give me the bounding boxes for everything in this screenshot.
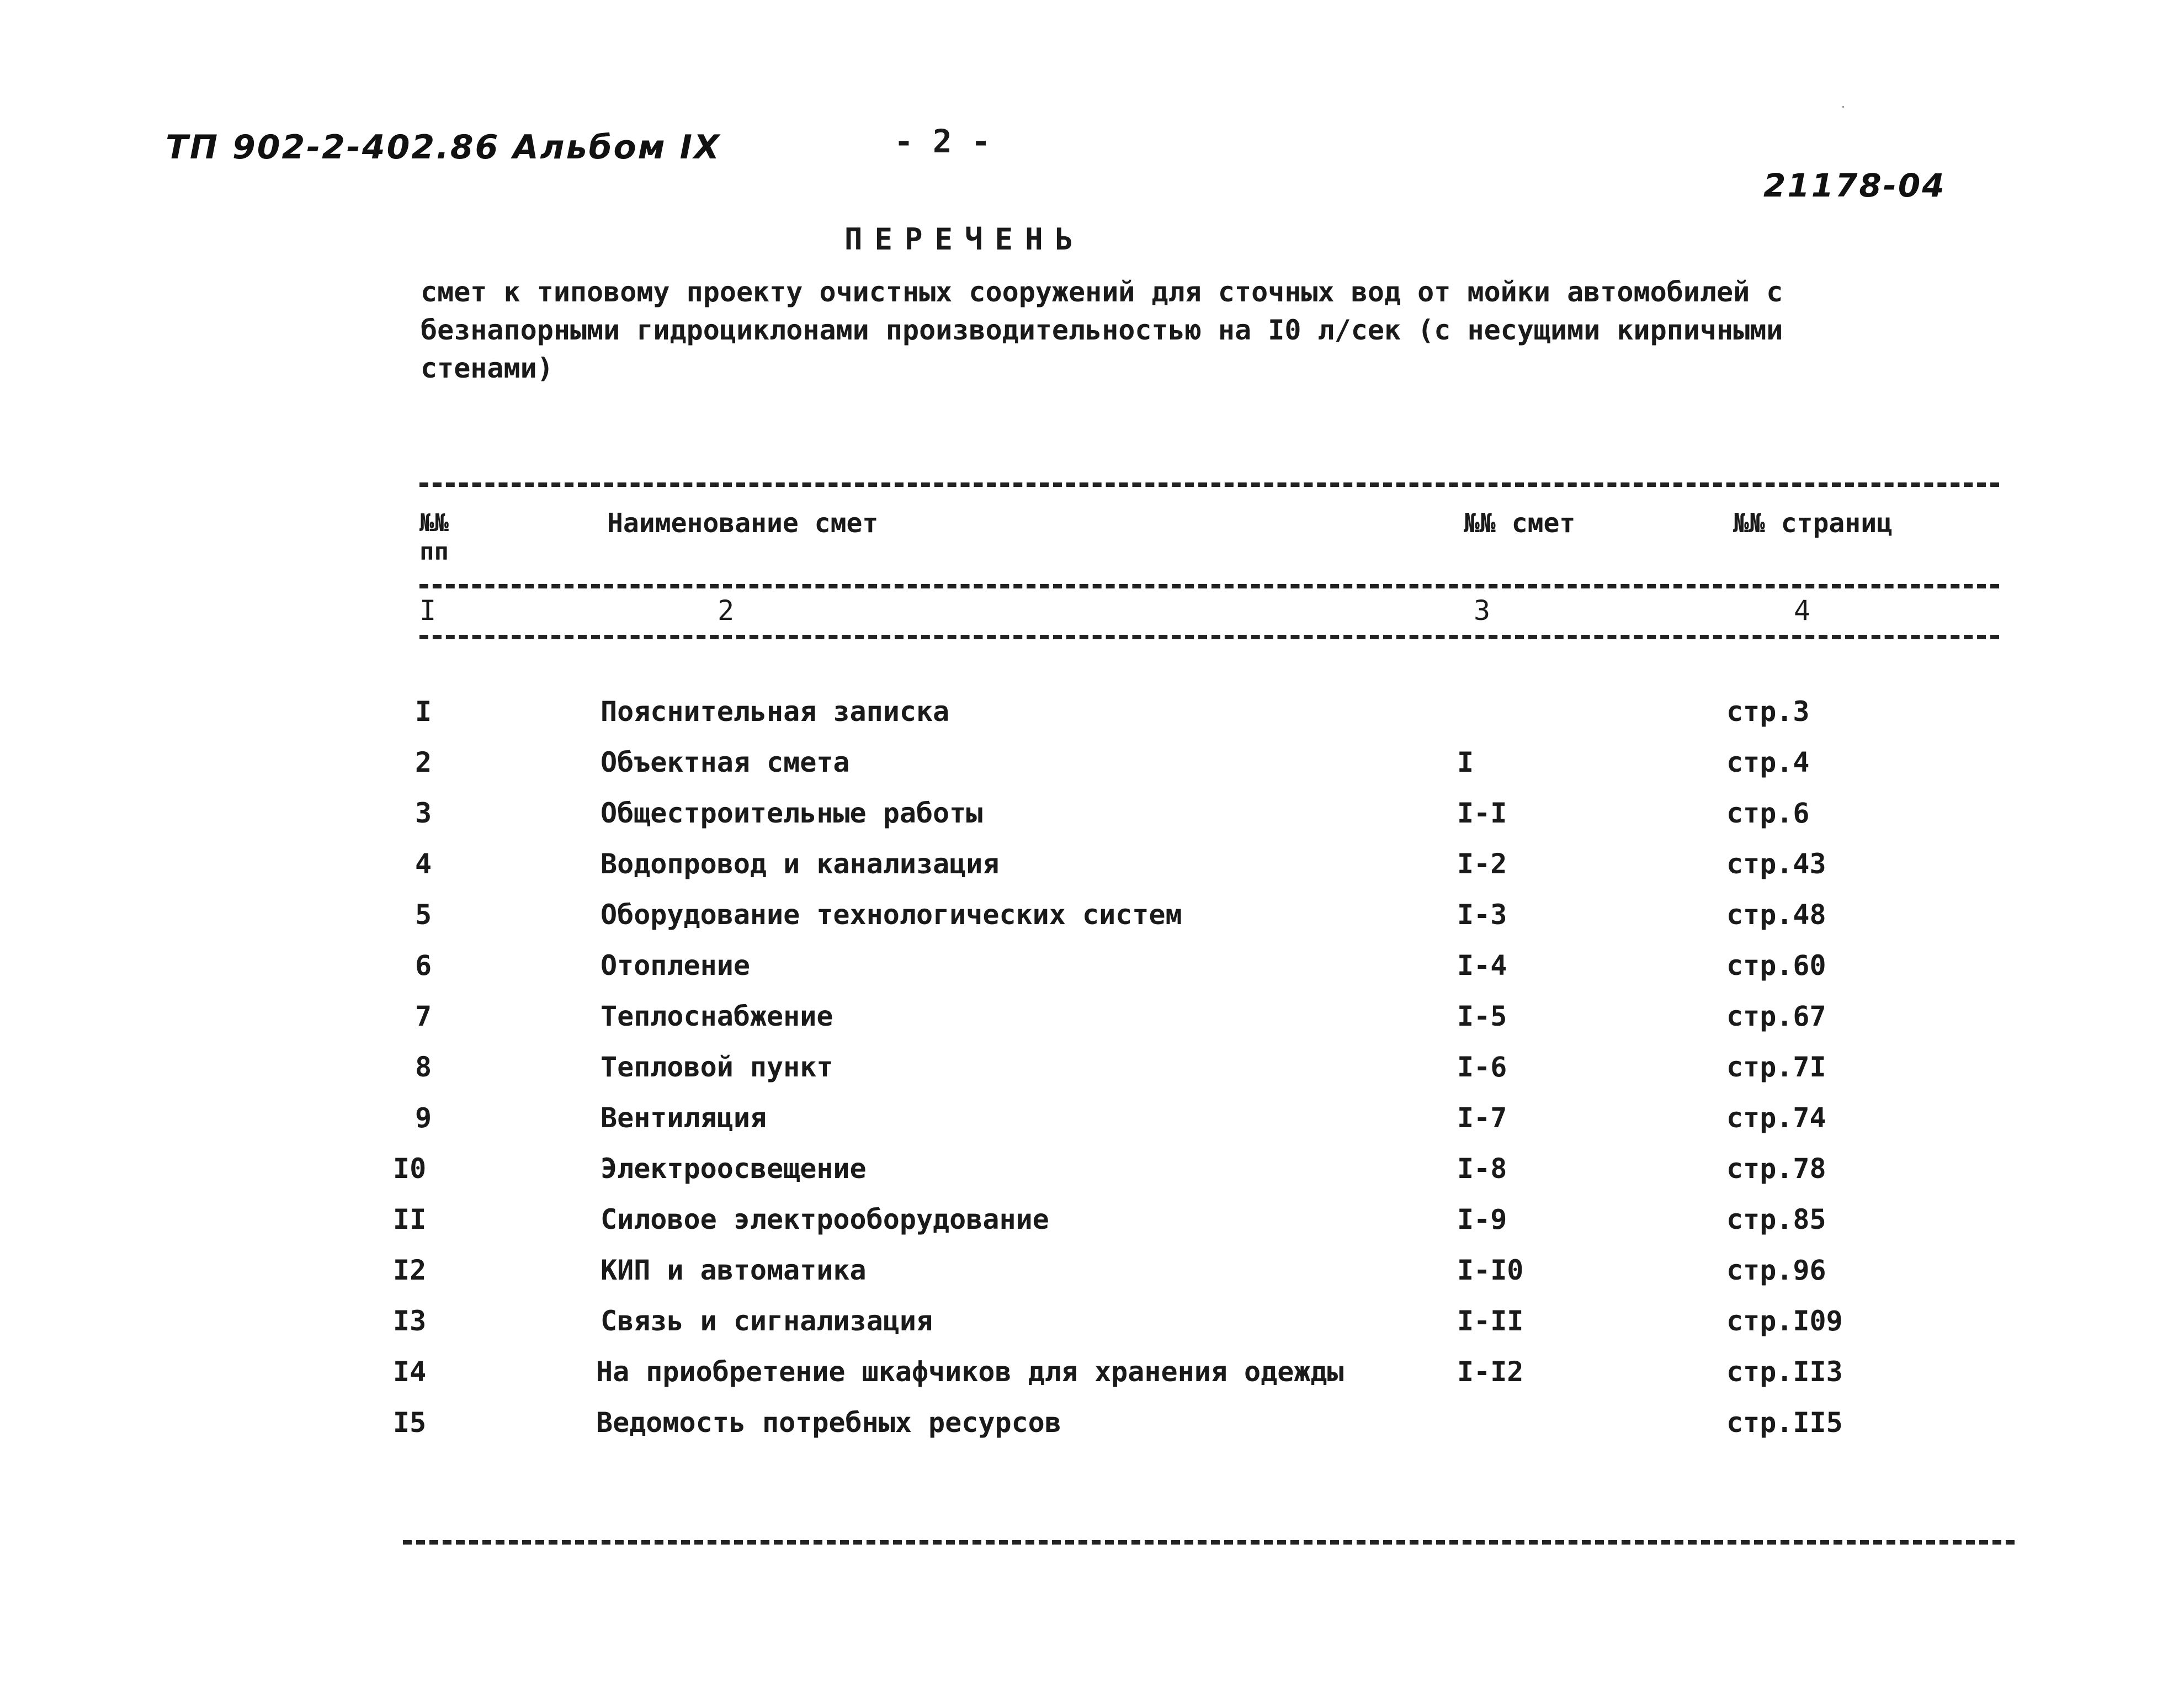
- row-estimate-name: Силовое электрооборудование: [601, 1203, 1049, 1235]
- row-estimate-code: I-7: [1457, 1102, 1507, 1134]
- row-estimate-code: I-2: [1457, 848, 1507, 880]
- row-page-ref: стр.85: [1726, 1203, 1826, 1235]
- row-estimate-name: Электроосвещение: [601, 1153, 867, 1185]
- row-number: 8: [415, 1051, 432, 1083]
- row-number: I5: [393, 1407, 427, 1439]
- table-row: [0, 1352, 2184, 1403]
- row-number: I3: [393, 1305, 427, 1337]
- table-row: [0, 1200, 2184, 1251]
- subtitle-line: смет к типовому проекту очистных сооружений для сточных вод от мойки автомобилей с: [421, 276, 1783, 308]
- row-number: II: [393, 1203, 427, 1235]
- row-page-ref: стр.I09: [1726, 1305, 1843, 1337]
- handwritten-album-reference: ТП 902-2-402.86 Альбом IX: [166, 128, 721, 167]
- column-header-estimate-code: №№ смет: [1464, 508, 1576, 539]
- table-top-rule: [419, 482, 1999, 487]
- row-page-ref: стр.78: [1726, 1153, 1826, 1185]
- document-subtitle: [421, 273, 1783, 388]
- scan-speck: [1842, 106, 1844, 108]
- table-row: [0, 1302, 2184, 1352]
- row-page-ref: стр.6: [1726, 797, 1810, 829]
- table-row: [0, 1149, 2184, 1200]
- table-bottom-rule: [403, 1540, 2015, 1545]
- row-page-ref: стр.67: [1726, 1000, 1826, 1032]
- table-row: [0, 845, 2184, 895]
- row-number: 4: [415, 848, 432, 880]
- row-estimate-name: Тепловой пункт: [601, 1051, 833, 1083]
- row-page-ref: стр.II5: [1726, 1407, 1843, 1439]
- row-estimate-code: I-3: [1457, 899, 1507, 931]
- row-estimate-code: I-I: [1457, 797, 1507, 829]
- subtitle-line: стенами): [421, 352, 554, 384]
- table-row: [0, 895, 2184, 946]
- table-row: [0, 1403, 2184, 1454]
- row-page-ref: стр.43: [1726, 848, 1826, 880]
- row-estimate-name: Отопление: [601, 949, 750, 981]
- row-page-ref: стр.60: [1726, 949, 1826, 981]
- table-row: [0, 794, 2184, 845]
- row-page-ref: стр.74: [1726, 1102, 1826, 1134]
- row-estimate-code: I-5: [1457, 1000, 1507, 1032]
- row-estimate-code: I-II: [1457, 1305, 1524, 1337]
- row-page-ref: стр.4: [1726, 746, 1810, 778]
- column-index-4: 4: [1794, 595, 1811, 627]
- table-index-rule: [419, 635, 1999, 639]
- row-page-ref: стр.II3: [1726, 1356, 1843, 1388]
- subtitle-line: безнапорными гидроциклонами производительностью на I0 л/сек (с несущими кирпичными: [421, 314, 1783, 346]
- table-row: [0, 1251, 2184, 1302]
- row-number: I: [415, 696, 432, 728]
- row-number: I4: [393, 1356, 427, 1388]
- row-number: 2: [415, 746, 432, 778]
- row-number: 5: [415, 899, 432, 931]
- table-row: [0, 692, 2184, 743]
- row-estimate-name: Пояснительная записка: [601, 696, 950, 728]
- table-row: [0, 946, 2184, 997]
- row-page-ref: стр.3: [1726, 696, 1810, 728]
- column-index-1: I: [419, 595, 437, 627]
- row-number: 9: [415, 1102, 432, 1134]
- column-index-2: 2: [718, 595, 735, 627]
- table-row: [0, 1048, 2184, 1099]
- row-estimate-name: КИП и автоматика: [601, 1254, 867, 1286]
- row-number: 7: [415, 1000, 432, 1032]
- column-header-name: Наименование смет: [607, 508, 879, 539]
- column-header-pages: №№ страниц: [1733, 508, 1893, 539]
- document-title: ПЕРЕЧЕНЬ: [844, 222, 1086, 257]
- row-number: I0: [393, 1153, 427, 1185]
- table-row: [0, 1099, 2184, 1149]
- handwritten-document-code: 21178-04: [1763, 167, 1946, 204]
- row-page-ref: стр.7I: [1726, 1051, 1826, 1083]
- row-estimate-code: I-4: [1457, 949, 1507, 981]
- row-estimate-code: I-6: [1457, 1051, 1507, 1083]
- row-number: 6: [415, 949, 432, 981]
- row-estimate-name: Связь и сигнализация: [601, 1305, 933, 1337]
- row-estimate-code: I-9: [1457, 1203, 1507, 1235]
- row-estimate-code: I-I0: [1457, 1254, 1524, 1286]
- table-row: [0, 743, 2184, 794]
- row-number: I2: [393, 1254, 427, 1286]
- row-page-ref: стр.48: [1726, 899, 1826, 931]
- row-page-ref: стр.96: [1726, 1254, 1826, 1286]
- row-estimate-name: Общестроительные работы: [601, 797, 983, 829]
- column-header-number: №№ пп: [419, 509, 449, 566]
- row-estimate-code: I-I2: [1457, 1356, 1524, 1388]
- table-row: [0, 997, 2184, 1048]
- row-estimate-name: На приобретение шкафчиков для хранения одежды: [596, 1356, 1344, 1388]
- row-estimate-name: Объектная смета: [601, 746, 850, 778]
- row-estimate-name: Ведомость потребных ресурсов: [596, 1407, 1061, 1439]
- row-number: 3: [415, 797, 432, 829]
- row-estimate-code: I-8: [1457, 1153, 1507, 1185]
- row-estimate-name: Водопровод и канализация: [601, 848, 1000, 880]
- row-estimate-code: I: [1457, 746, 1474, 778]
- row-estimate-name: Вентиляция: [601, 1102, 767, 1134]
- column-index-3: 3: [1474, 595, 1491, 627]
- row-estimate-name: Оборудование технологических систем: [601, 899, 1182, 931]
- page-number: - 2 -: [894, 123, 991, 160]
- table-header-rule: [419, 584, 1999, 588]
- row-estimate-name: Теплоснабжение: [601, 1000, 833, 1032]
